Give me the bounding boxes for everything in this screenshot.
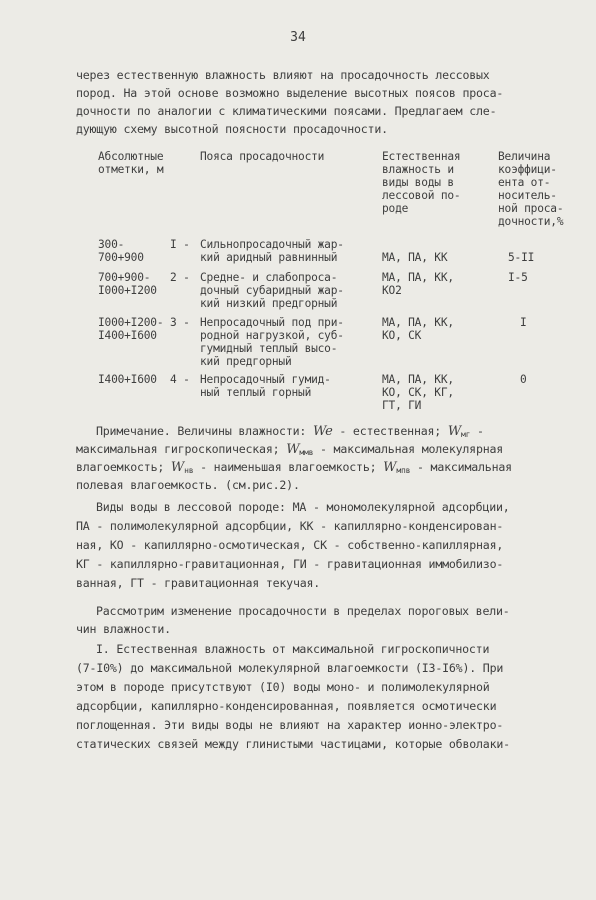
table-cell-marks: 300- 700+900: [98, 238, 144, 264]
water-types-line: ПА - полимолекулярной адсорбции, КК - капиллярно-конденсирован-: [76, 519, 504, 533]
table-cell-marks: I000+I200- I400+I600: [98, 316, 164, 342]
note-text: - максимальная: [410, 460, 512, 474]
water-types-line: Виды воды в лессовой породе: МА - мономолекулярной адсорбции,: [96, 500, 510, 514]
table-cell-belt: Непросадочный под при- родной нагрузкой, суб- гумидный теплый высо- кий предгорный: [200, 316, 344, 368]
symbol-we: [313, 424, 333, 439]
note-line: полевая влагоемкость. (см.рис.2).: [76, 478, 300, 492]
point1-line: этом в породе присутствуют (I0) воды моно- и полимолекулярной: [76, 680, 490, 694]
point1-line: I. Естественная влажность от максимальной гигроскопичности: [96, 642, 490, 656]
symbol-subscript: мг: [461, 430, 471, 439]
intro-line: дующую схему высотной поясности просадочности.: [76, 122, 388, 136]
table-cell-water: МА, ПА, КК, КО2: [382, 271, 454, 297]
table-cell-coef: I: [520, 316, 527, 329]
table-cell-coef: 0: [520, 373, 527, 386]
symbol-w: W: [170, 460, 185, 475]
note-text: максимальная гигроскопическая;: [76, 442, 287, 456]
page-number: 34: [290, 30, 306, 45]
table-cell-belt: Сильнопросадочный жар- кий аридный равнинный: [200, 238, 344, 264]
table-cell-water: МА, ПА, КК: [382, 251, 448, 264]
table-header-coef: Величина коэффици- ента от- носитель- ной проса- дочности,%: [498, 150, 564, 228]
table-cell-coef: 5-II: [508, 251, 535, 264]
water-types-line: ванная, ГТ - гравитационная текучая.: [76, 576, 321, 590]
note-text: влагоемкость;: [76, 460, 171, 474]
point1-line: (7-I0%) до максимальной молекулярной влагоемкости (I3-I6%). При: [76, 661, 504, 675]
note-text: -: [470, 424, 484, 438]
symbol-subscript: ммв: [299, 448, 314, 457]
table-cell-marks: I400+I600: [98, 373, 157, 386]
table-cell-coef: I-5: [508, 271, 528, 284]
symbol-w: W: [286, 442, 300, 457]
note-line: [76, 460, 512, 475]
table-header-marks: Абсолютные отметки, м: [98, 150, 164, 176]
note-text: - наименьшая влагоемкость;: [193, 460, 384, 474]
table-cell-num: 4 -: [170, 373, 190, 386]
water-types-line: КГ - капиллярно-гравитационная, ГИ - гравитационная иммобилизо-: [76, 557, 504, 571]
symbol-subscript: мпв: [396, 466, 411, 475]
point1-line: статических связей между глинистыми частицами, которые обволаки-: [76, 737, 510, 751]
table-cell-belt: Средне- и слабопроса- дочный субаридный жар- кий низкий предгорный: [200, 271, 344, 310]
table-cell-marks: 700+900- I000+I200: [98, 271, 157, 297]
table-header-belts: Пояса просадочности: [200, 150, 325, 163]
point1-line: поглощенная. Эти виды воды не влияют на характер ионно-электро-: [76, 718, 504, 732]
symbol-w: W: [312, 424, 326, 439]
note-text: - естественная;: [332, 424, 448, 438]
symbol-w: W: [383, 460, 397, 475]
symbol-wnv: [171, 460, 193, 475]
note-line: [76, 442, 503, 457]
table-cell-water: МА, ПА, КК, КО, СК, КГ, ГТ, ГИ: [382, 373, 454, 412]
note-text: - максимальная молекулярная: [313, 442, 504, 456]
intro-line: через естественную влажность влияют на просадочность лессовых: [76, 68, 490, 82]
symbol-subscript: нв: [184, 466, 194, 475]
table-header-water: Естественная влажность и виды воды в лессовой по- роде: [382, 150, 461, 215]
table-cell-num: 3 -: [170, 316, 190, 329]
intro-line: дочности по аналогии с климатическими поясами. Предлагаем сле-: [76, 104, 497, 118]
symbol-wmmv: [286, 442, 313, 457]
table-cell-water: МА, ПА, КК, КО, СК: [382, 316, 454, 342]
consider-line: Рассмотрим изменение просадочности в пределах пороговых вели-: [96, 604, 510, 618]
symbol-w: W: [447, 424, 462, 439]
note-line: [96, 424, 484, 439]
table-cell-num: 2 -: [170, 271, 190, 284]
table-cell-num: I -: [170, 238, 190, 251]
point1-line: адсорбции, капиллярно-конденсированная, появляется осмотически: [76, 699, 497, 713]
consider-line: чин влажности.: [76, 622, 171, 636]
symbol-subscript: e: [325, 424, 333, 439]
water-types-line: ная, КО - капиллярно-осмотическая, СК - собственно-капиллярная,: [76, 538, 504, 552]
intro-line: пород. На этой основе возможно выделение высотных поясов проса-: [76, 86, 504, 100]
symbol-wmg: [448, 424, 470, 439]
table-cell-belt: Непросадочный гумид- ный теплый горный: [200, 373, 331, 399]
note-text: Примечание. Величины влажности:: [96, 424, 313, 438]
symbol-wmpv: [383, 460, 410, 475]
